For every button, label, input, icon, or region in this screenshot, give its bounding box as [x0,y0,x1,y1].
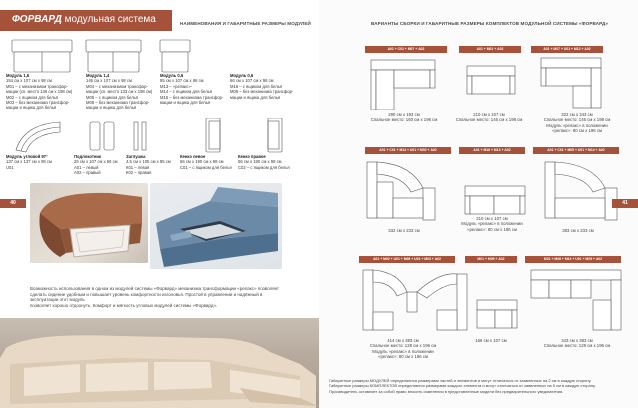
module-name: Заглушка [126,154,146,159]
config-size-4 [359,228,449,233]
config-size-line: 210 см х 107 см [473,112,505,117]
module-line: 25 см х 107 см х 66 см [74,159,118,165]
module-line: 66 см х 190 см х 98 см [238,159,282,165]
config-size-7 [353,338,453,360]
config-bar-7: А01 + М02 + U01 + М08 + U01 + М03 + А02 [359,256,455,263]
module-name: Подлокотник [74,154,102,159]
module-card-6 [74,154,124,176]
section-title: ФОРВАРД модульная система [12,14,156,25]
module-line: 66 см х 190 см х 98 см [180,159,224,165]
config-bar-4: А01 + С01 + М14 + U01 + М02 + А02 [365,147,451,154]
module-line: М08 – без механизма трансфор- [230,89,294,95]
config-size-line: Спальное место: 128 см х 196 см [543,343,611,349]
module-card-2 [86,73,158,111]
config-size-9 [529,338,625,349]
config-size-2 [449,112,529,123]
module-line: М16 – с ящиком для белья [230,83,283,89]
module-line: М05 – с ящиком для белья [86,94,139,100]
config-size-3 [529,112,625,134]
config-size-line: Спальное место: 146 см х 198 см [455,117,523,123]
config-size-line: «релакс»: 80 см х 196 см [378,354,428,360]
config-size-5 [445,216,539,232]
config-size-line: Спальное место: 160 см х 196 см [370,117,438,123]
module-line: 137 см х 137 см х 98 см [6,159,52,165]
footnote-line: Габаритные размеры МОДУЛЕЙ определяются размерами частей и элементов и могут отличаться от заявленных на 2 см в каждую сторону. [329,378,592,383]
config-row3-drawings [359,266,623,336]
module-line: С02 – с ящиком для белья [238,164,290,170]
caption-line: позволяет хорошо отдохнуть. Комфорт и мягкость угловых модулей системы «Форвард». [30,302,218,308]
config-size-line: «релакс»: 80 см х 196 см [467,226,517,232]
module-name: Модуль угловой 97° [6,154,48,159]
module-line: мации (сп. место 146 см х 198 см) [6,89,73,95]
module-line: М04 – с механизмом трансфор- [86,83,148,89]
module-line: М01 – с механизмом трансфор- [6,83,68,89]
module-name: Модуль 0,6 [160,73,184,78]
module-line: С01 – с ящиком для белья [180,164,232,170]
config-bar-8: М01 + М05 + А02 [465,256,517,263]
module-line: мации (сп. место 133 см х 198 см) [86,89,153,95]
modules-heading: НАИМЕНОВАНИЯ И ГАБАРИТНЫЕ РАЗМЕРЫ МОДУЛЕЙ [180,21,311,26]
module-line: U01 [6,164,14,170]
footnote-line: Габаритные размеры КОМПЛЕКТОВ определяются размерами каждого элемента и могут отличаться от заявленных на 5 см в каждую сторону. [329,383,596,389]
config-row1-drawings [359,56,619,110]
module-line: А02 – правый [74,170,101,176]
config-size-line: Модуль «релакс» в положении [546,122,608,128]
config-size-line: «релакс»: 80 см х 196 см [552,128,602,134]
modules-row2-drawings [6,118,306,154]
config-size-line: 210 см х 107 см [476,216,508,221]
module-line: 85 см х 107 см х 98 см [160,78,204,84]
module-line: К02 – правая [126,170,152,176]
config-bar-5: А01 + М16 + М13 + А02 [459,147,525,154]
page-number-left: 40 [0,199,26,208]
module-name: Кенкэ левое [180,154,206,159]
module-line: 4.5 см х 105 см х 85 см [126,159,171,165]
module-name: Кенкэ правое [238,154,266,159]
footnote-line: Производитель оставляет за собой право вносить изменения в представленные модели без предварительного уведомления. [329,388,564,394]
config-size-line: 383 см х 233 см [562,228,594,233]
module-line: 154 см х 107 см х 98 см [6,78,52,84]
config-size-line: 332 см х 233 см [388,228,420,233]
module-name: Модуль 0,6 [230,73,254,78]
module-line: мации и ящика для белья [86,105,137,111]
module-card-5 [6,154,76,170]
config-bar-9: М01 + М06 + М14 + U01 + М05 + А02 [525,256,621,263]
module-card-9 [238,154,306,170]
modules-row1-drawings [6,38,306,74]
config-bar-3: А01 + М07 + U01 + М13 + А02 [531,46,603,53]
module-line: М15 – без механизма трансфор- [160,94,224,100]
module-card-1 [6,73,78,111]
module-line: мации и ящика для белья [230,94,281,100]
photo-armchair-drawer [30,183,148,263]
module-line: А01 – левый [74,164,99,170]
config-size-line: 322 см х 343 см [561,112,593,117]
photo-corner-sofa-open [150,183,282,269]
config-size-line: 343 см х 383 см [561,338,593,343]
module-line: К01 – левая [126,164,150,170]
config-size-line: 290 см х 193 см [388,112,420,117]
module-line: М14 – с ящиком для белья [160,89,213,95]
module-name: Модуль 1,6 [6,73,30,78]
module-line: мации и ящика для белья [160,100,211,106]
module-card-7 [126,154,176,176]
config-size-line: Спальное место: 146 см х 198 см [543,117,611,123]
relax-caption [30,286,290,308]
page-number-right: 41 [612,199,638,208]
module-name: Модуль 1,4 [86,73,110,78]
module-line: М03 – без механизма трансфор- [6,100,70,106]
config-size-1 [359,112,449,123]
photo-beige-sofa-relax [0,318,319,408]
section-header [0,10,172,31]
config-size-line: 414 см х 383 см [387,338,419,343]
config-size-line: Модуль «релакс» в положении [461,221,523,227]
module-line: М02 – с ящиком для белья [6,94,59,100]
config-size-8 [459,338,523,343]
module-line: мации и ящика для белья [6,105,57,111]
module-line: М06 – без механизма трансфор- [86,100,150,106]
config-size-line: 166 см х 107 см [475,338,507,343]
config-size-line: Спальное место: 128 см х 196 см [369,343,437,349]
footnote [329,378,631,394]
config-size-6 [533,228,623,233]
config-bar-1: А01 + С01 + М07 + А02 [365,46,447,53]
module-card-4 [230,73,304,100]
caption-line: сделать сидение удобным и повышает уровень комфортности изголовья. Простой в управлении и надёжный в эксплуатации этот модуль [30,291,263,303]
module-card-8 [180,154,236,170]
caption-line: Возможность использования в одном из модулей системы «Форвард» механизма трансформации «релакс» позволяет [30,286,279,291]
right-page [319,0,638,408]
module-line: 146 см х 107 см х 98 см [86,78,132,84]
module-line: 66 см х 107 см х 98 см [230,78,274,84]
config-bar-2: А01 + М01 + А02 [459,46,521,53]
config-bar-6: А01 + С01 + М05 + U01 + М14 + А02 [533,147,619,154]
config-size-line: Модуль «релакс» в положении [372,348,434,354]
module-line: М13 – «релакс»- [160,83,193,89]
module-card-3 [160,73,228,105]
configs-heading: ВАРИАНТЫ СБОРКИ И ГАБАРИТНЫЕ РАЗМЕРЫ КОМПЛЕКТОВ МОДУЛЬНОЙ СИСТЕМЫ «ФОРВАРД» [371,21,609,26]
